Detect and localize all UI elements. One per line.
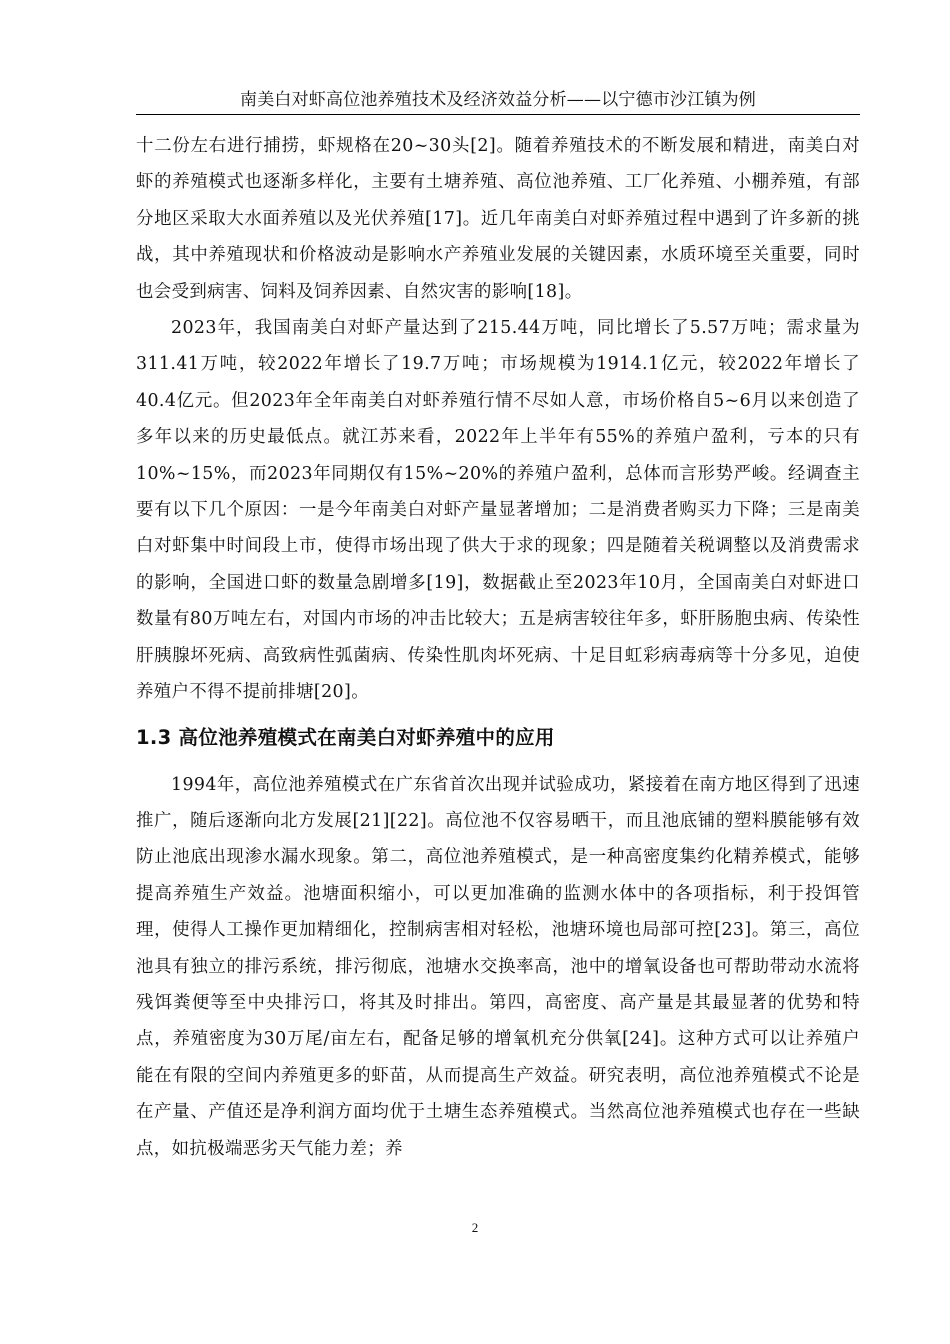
running-header xyxy=(136,86,860,115)
body-paragraph-continued: 十二份左右进行捕捞，虾规格在20~30头[2]。随着养殖技术的不断发展和精进，南美白对虾的养殖模式也逐渐多样化，主要有土塘养殖、高位池养殖、工厂化养殖、小棚养殖，有部分地区采取大水面养殖以及光伏养殖[17]。近几年南美白对虾养殖过程中遇到了许多新的挑战，其中养殖现状和价格波动是影响水产养殖业发展的关键因素，水质环境至关重要，同时也会受到病害、饲料及饲养因素、自然灾害的影响[18]。 xyxy=(136,136,860,302)
section-heading-1-3: 1.3 高位池养殖模式在南美白对虾养殖中的应用 xyxy=(136,725,555,749)
body-paragraph-high-pond: 1994年，高位池养殖模式在广东省首次出现并试验成功，紧接着在南方地区得到了迅速推广，随后逐渐向北方发展[21][22]。高位池不仅容易晒干，而且池底铺的塑料膜能够有效防止池底出现渗水漏水现象。第二，高位池养殖模式，是一种高密度集约化精养模式，能够提高养殖生产效益。池塘面积缩小，可以更加准确的监测水体中的各项指标，利于投饵管理，使得人工操作更加精细化，控制病害相对轻松，池塘环境也局部可控[23]。第三，高位池具有独立的排污系统，排污彻底，池塘水交换率高，池中的增氧设备也可帮助带动水流将残饵粪便等至中央排污口，将其及时排出。第四，高密度、高产量是其最显著的优势和特点，养殖密度为30万尾/亩左右，配备足够的增氧机充分供氧[24]。这种方式可以让养殖户能在有限的空间内养殖更多的虾苗，从而提高生产效益。研究表明，高位池养殖模式不论是在产量、产值还是净利润方面均优于土塘生态养殖模式。当然高位池养殖模式也存在一些缺点，如抗极端恶劣天气能力差；养 xyxy=(136,774,860,1159)
header-title: 南美白对虾高位池养殖技术及经济效益分析——以宁德市沙江镇为例 xyxy=(240,90,756,110)
body-paragraph-market-2023: 2023年，我国南美白对虾产量达到了215.44万吨，同比增长了5.57万吨；需求量为311.41万吨，较2022年增长了19.7万吨；市场规模为1914.1亿元，较2022年增长了40.4亿元。但2023年全年南美白对虾养殖行情不尽如人意，市场价格自5~6月以来创造了多年以来的历史最低点。就江苏来看，2022年上半年有55%的养殖户盈利，亏本的只有10%~15%，而2023年同期仅有15%~20%的养殖户盈利，总体而言形势严峻。经调查主要有以下几个原因：一是今年南美白对虾产量显著增加；二是消费者购买力下降；三是南美白对虾集中时间段上市，使得市场出现了供大于求的现象；四是随着关税调整以及消费需求的影响，全国进口虾的数量急剧增多[19]，数据截止至2023年10月，全国南美白对虾进口数量有80万吨左右，对国内市场的冲击比较大；五是病害较往年多，虾肝肠胞虫病、传染性肝胰腺坏死病、高致病性弧菌病、传染性肌肉坏死病、十足目虹彩病毒病等十分多见，迫使养殖户不得不提前排塘[20]。 xyxy=(136,318,860,703)
page-number: 2 xyxy=(471,1220,479,1235)
page-body xyxy=(136,128,860,1167)
